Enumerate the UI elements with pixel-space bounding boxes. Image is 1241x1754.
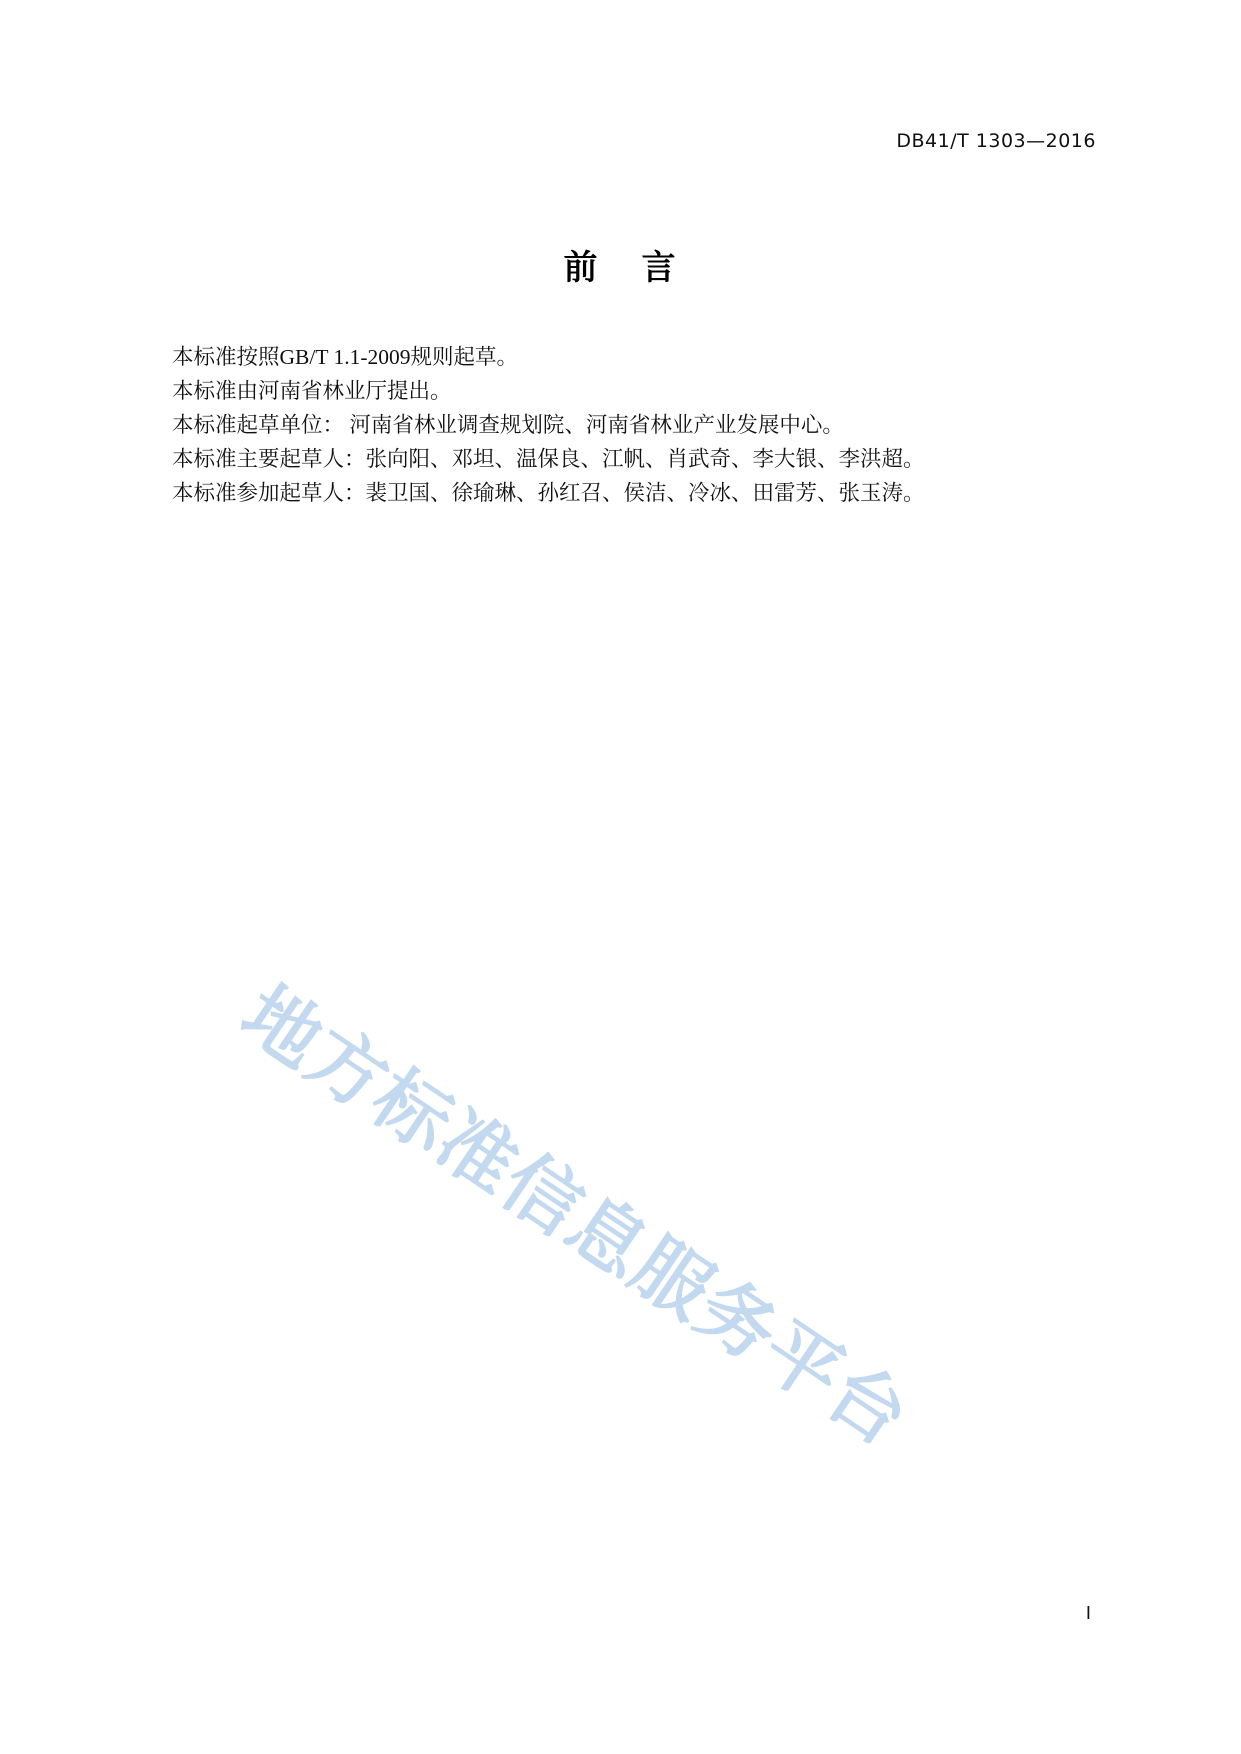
watermark-char: 平 [746, 1304, 860, 1421]
watermark-char: 方 [291, 1010, 405, 1127]
watermark-char: 标 [356, 1052, 470, 1169]
watermark-char: 地 [226, 968, 340, 1085]
watermark-char: 台 [811, 1346, 925, 1463]
watermark-char: 服 [616, 1220, 730, 1337]
watermark-char: 信 [486, 1136, 600, 1253]
foreword-line: 本标准按照GB/T 1.1-2009规则起草。 [172, 345, 518, 369]
foreword-body [172, 342, 1092, 512]
foreword-line: 本标准由河南省林业厅提出。 [172, 379, 452, 403]
page-title [0, 240, 1241, 289]
watermark-char: 息 [551, 1178, 665, 1295]
watermark [226, 915, 955, 1463]
page-number: I [1085, 1603, 1091, 1624]
standard-code-header: DB41/T 1303—2016 [896, 130, 1096, 152]
page-title-left-char: 前 [563, 248, 600, 288]
foreword-line: 本标准起草单位： 河南省林业调查规划院、河南省林业产业发展中心。 [172, 413, 844, 437]
watermark-char: 准 [421, 1094, 535, 1211]
page-title-right-char: 言 [641, 248, 678, 288]
watermark-char: 务 [681, 1262, 795, 1379]
foreword-line: 本标准主要起草人：张向阳、邓坦、温保良、江帆、肖武奇、李大银、李洪超。 [172, 447, 925, 471]
foreword-line: 本标准参加起草人：裴卫国、徐瑜琳、孙红召、侯洁、冷冰、田雷芳、张玉涛。 [172, 481, 925, 505]
